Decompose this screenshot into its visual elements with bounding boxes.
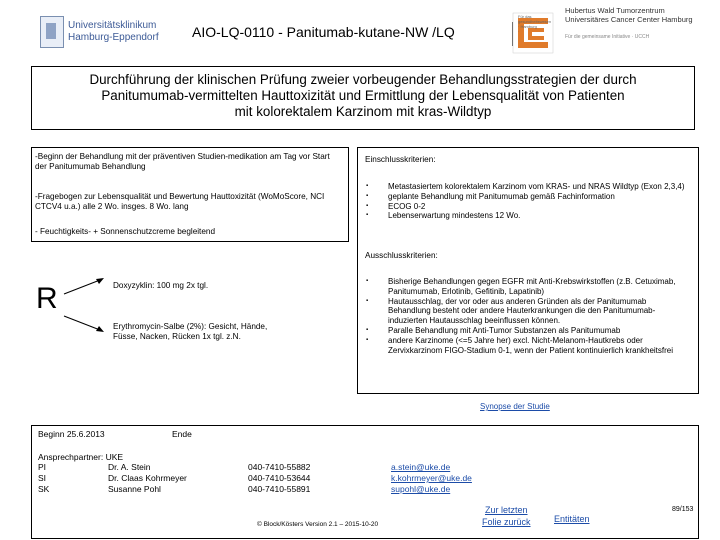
uke-logo [40,14,190,54]
contact-role: SK [38,484,50,494]
cream-text: - Feuchtigkeits- + Sonnenschutzcreme begleitend [35,227,215,236]
contact-phone: 040-7410-55882 [248,462,311,472]
contact-name: Dr. A. Stein [108,462,151,472]
uke-name-line1: Universitätsklinikum [68,20,157,31]
hw-line2: Universitäres Cancer Center Hamburg [565,15,693,24]
synopse-link[interactable]: Synopse der Studie [480,402,550,411]
contact-phone: 040-7410-55891 [248,484,311,494]
back-link[interactable] [482,504,531,528]
back-link-line1[interactable]: Zur letzten [484,505,528,515]
description-line1: Durchführung der klinischen Prüfung zweier vorbeugender Behandlungsstrategien der durch [89,72,637,87]
criteria-box [357,147,699,394]
treatment-info-box [31,147,349,242]
contact-name: Dr. Claas Kohrmeyer [108,473,187,483]
study-end: Ende [172,429,192,439]
hw-tumorzentrum-text [565,6,693,24]
hw-subtitle: Für die gemeinsame Initiative · UCCH [565,34,650,40]
study-description [31,66,695,130]
version-text: © Block/Kösters Version 2.1 – 2015-10-20 [257,521,379,528]
contact-role: PI [38,462,47,472]
list-item: ▪ andere Karzinome (<=5 Jahre her) excl. Nicht-Melanom-Hautkrebs oder Zervixkarzinom FIGO-Stadium 0-1, wenn der Patient kontinuierlich krankheitsfrei [358,336,688,356]
uh-small-text: Für das gesundheitswesen · Hamburg · [518,14,552,34]
study-begin: Beginn 25.6.2013 [38,429,105,439]
inclusion-title: Einschlusskriterien: [365,155,436,164]
contact-name: Susanne Pohl [108,484,161,494]
contact-email[interactable]: a.stein@uke.de [391,462,451,472]
back-link-line2[interactable]: Folie zurück [482,517,531,527]
arm-doxycycline: Doxyzyklin: 100 mg 2x tgl. [113,281,209,290]
contact-role: SI [38,473,47,483]
arm-erythromycin: Erythromycin-Salbe (2%): Gesicht, Hände, Füsse, Nacken, Rücken 1x tgl. z.N. [113,322,268,341]
inclusion-list [358,182,698,221]
hw-line1: Hubertus Wald Tumorzentrum [565,6,665,15]
page-number: 89/153 [672,506,694,513]
entities-link[interactable]: Entitäten [554,514,590,524]
randomisation-letter: R [36,282,58,315]
description-line3: mit kolorektalem Karzinom mit kras-Wildtyp [234,104,492,119]
exclusion-list [358,277,698,355]
table-row [38,484,498,496]
uke-name-line2: Hamburg-Eppendorf [68,32,159,43]
description-line2: Panitumumab-vermittelten Hauttoxizität und Ermittlung der Lebensqualität von Patienten [101,88,625,103]
contact-box [31,425,699,539]
contact-phone: 040-7410-53644 [248,473,311,483]
list-item: ▪ Lebenserwartung mindestens 12 Wo. [358,211,688,221]
contact-email[interactable]: supohl@uke.de [391,484,451,494]
contact-title: Ansprechpartner: UKE [38,452,124,462]
exclusion-title: Ausschlusskriterien: [365,251,438,260]
list-item: ▪ ECOG 0-2 [358,202,688,212]
list-item: ▪ Metastasiertem kolorektalem Karzinom vom KRAS- und NRAS Wildtyp (Exon 2,3,4) [358,182,688,192]
list-item: ▪ geplante Behandlung mit Panitumumab gemäß Fachinformation [358,192,688,202]
list-item: ▪ Hautausschlag, der vor oder aus anderen Gründen als der Panitumumab Behandlung besteht oder andere Hauterkrankungen die den Panitumumab-induzierten Hautausschlag beeinflussen können. [358,297,688,326]
randomisation-arrows-icon [60,276,110,336]
page-title: AIO-LQ-0110 - Panitumab-kutane-NW /LQ [192,24,455,40]
treatment-start-text: -Beginn der Behandlung mit der präventiven Studien-medikation am Tag vor Start der Panitumumab Behandlung [35,152,330,171]
questionnaire-text: -Fragebogen zur Lebensqualität und Bewertung Hauttoxizität (WoMoScore, NCI CTCV4 u.a.) alle 2 Wo. insges. 8 Wo. lang [35,192,325,211]
list-item: ▪ Paralle Behandlung mit Anti-Tumor Substanzen als Panitumumab [358,326,688,336]
list-item: ▪ Bisherige Behandlungen gegen EGFR mit Anti-Krebswirkstoffen (z.B. Cetuximab, Panitumumab, Erlotinib, Gefitinib, Lapatinib) [358,277,688,297]
contact-email[interactable]: k.kohrmeyer@uke.de [391,473,472,483]
uke-emblem-icon [40,16,64,48]
